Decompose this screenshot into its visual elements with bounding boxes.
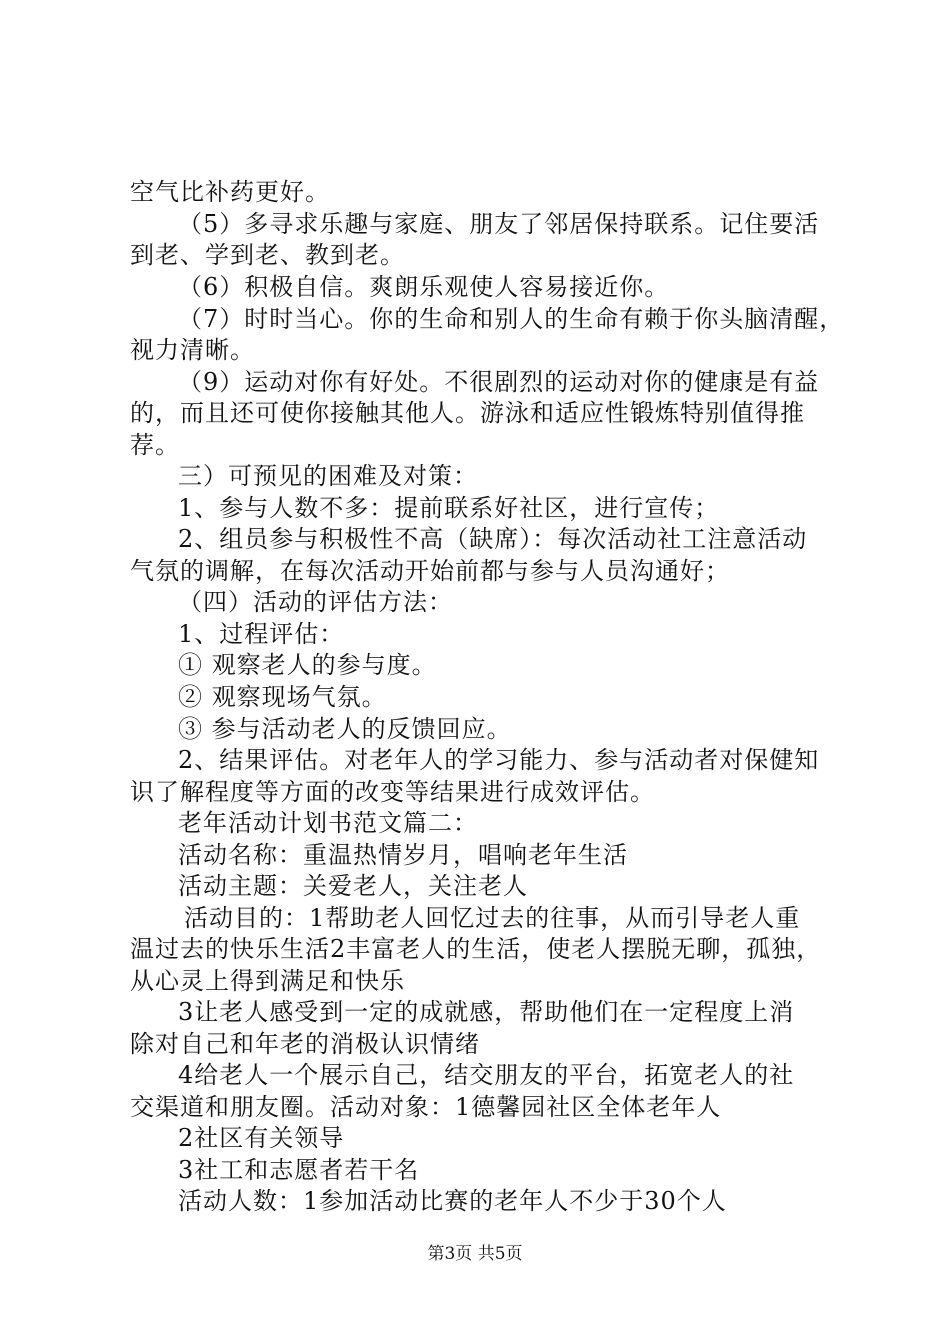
text-line: 活动主题：关爱老人，关注老人 — [178, 872, 528, 900]
text-line: （9）运动对你有好处。不很剧烈的运动对你的健康是有益 — [178, 368, 820, 396]
text-line: 2、组员参与积极性不高（缺席）：每次活动社工注意活动 — [178, 525, 808, 553]
text-line: 1、过程评估： — [178, 620, 345, 648]
text-line: 4给老人一个展示自己，结交朋友的平台，拓宽老人的社 — [178, 1061, 795, 1089]
text-line: （7）时时当心。你的生命和别人的生命有赖于你头脑清醒， — [178, 305, 845, 333]
text-line: 到老、学到老、教到老。 — [130, 241, 405, 269]
text-line: 气氛的调解，在每次活动开始前都与参与人员沟通好； — [130, 557, 730, 585]
text-line: 三）可预见的困难及对策： — [178, 462, 478, 490]
page-footer: 第3页 共5页 — [427, 1244, 523, 1264]
text-line: 活动人数：1参加活动比赛的老年人不少于30个人 — [178, 1187, 727, 1215]
text-line: 荐。 — [130, 431, 180, 459]
text-line: （四）活动的评估方法： — [178, 588, 453, 616]
text-line: 空气比补药更好。 — [130, 178, 330, 206]
text-line: 的，而且还可使你接触其他人。游泳和适应性锻炼特别值得推 — [130, 399, 805, 427]
text-line: 活动名称：重温热情岁月，唱响老年生活 — [178, 841, 628, 869]
text-line: 温过去的快乐生活2丰富老人的生活，使老人摆脱无聊，孤独， — [130, 935, 822, 963]
text-line: （5）多寻求乐趣与家庭、朋友了邻居保持联系。记住要活 — [178, 210, 820, 238]
text-line: 识了解程度等方面的改变等结果进行成效评估。 — [130, 778, 655, 806]
text-line: ③ 参与活动老人的反馈回应。 — [178, 715, 512, 743]
text-line: ① 观察老人的参与度。 — [178, 651, 437, 679]
text-line: 3社工和志愿者若干名 — [178, 1156, 420, 1184]
text-line: 2、结果评估。对老年人的学习能力、参与活动者对保健知 — [178, 746, 820, 774]
text-line: 活动目的：1帮助老人回忆过去的往事，从而引导老人重 — [184, 904, 801, 932]
text-line: 交渠道和朋友圈。活动对象：1德馨园社区全体老年人 — [130, 1093, 722, 1121]
text-line: 视力清晰。 — [130, 336, 255, 364]
text-line: 除对自己和年老的消极认识情绪 — [130, 1030, 480, 1058]
text-line: 从心灵上得到满足和快乐 — [130, 967, 405, 995]
text-line: 2社区有关领导 — [178, 1124, 345, 1152]
text-line: 老年活动计划书范文篇二： — [178, 809, 478, 837]
text-line: （6）积极自信。爽朗乐观使人容易接近你。 — [178, 273, 670, 301]
text-line: 1、参与人数不多：提前联系好社区，进行宣传； — [178, 494, 720, 522]
text-line: 3让老人感受到一定的成就感，帮助他们在一定程度上消 — [178, 998, 795, 1026]
text-line: ② 观察现场气氛。 — [178, 683, 387, 711]
